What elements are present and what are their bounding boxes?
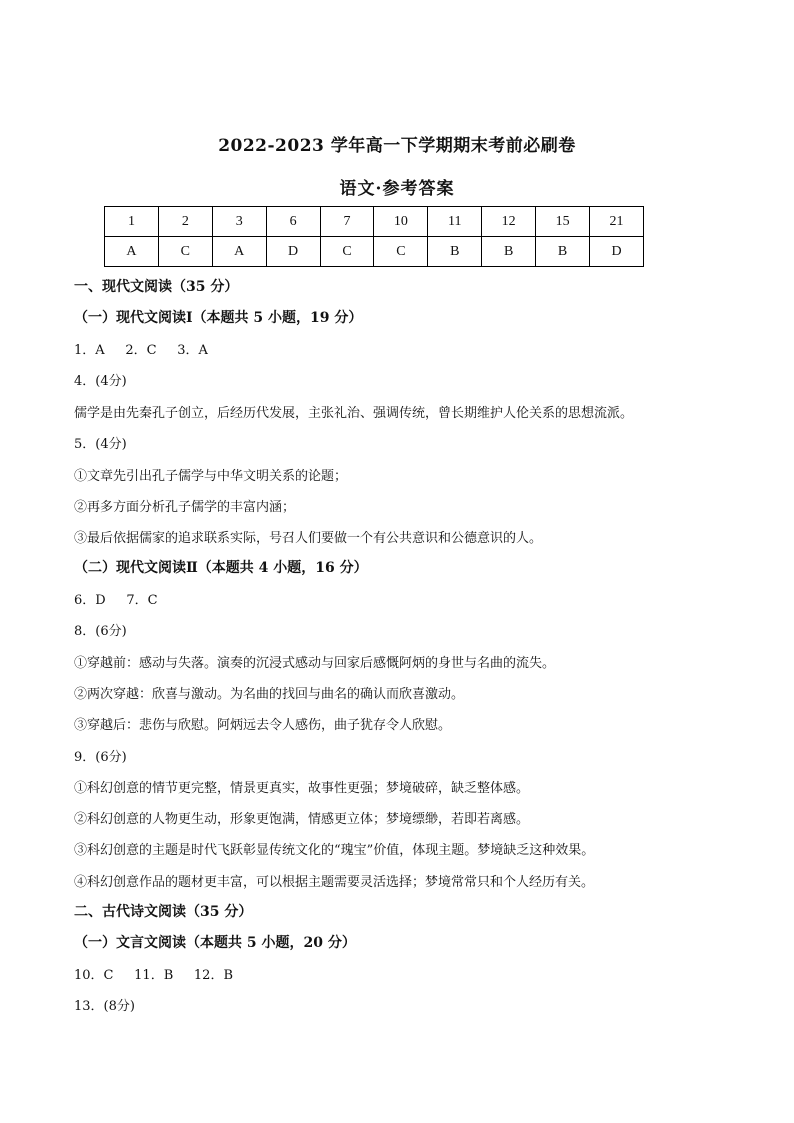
answer-point: ②再多方面分析孔子儒学的丰富内涵； bbox=[74, 500, 296, 515]
question-number-cell: 2 bbox=[158, 207, 212, 237]
question-number-cell: 6 bbox=[266, 207, 320, 237]
answer-cell: D bbox=[590, 237, 644, 267]
answer-cell: B bbox=[536, 237, 590, 267]
question-label: 4．(4分) bbox=[74, 374, 127, 389]
question-number-cell: 21 bbox=[590, 207, 644, 237]
question-label: 13．(8分) bbox=[74, 999, 135, 1014]
section-heading: 一、现代文阅读（35 分） bbox=[74, 279, 239, 295]
answer-row bbox=[105, 237, 644, 267]
section-heading: 二、古代诗文阅读（35 分） bbox=[74, 904, 253, 920]
question-label: 5．(4分) bbox=[74, 437, 127, 452]
answer-cell: C bbox=[320, 237, 374, 267]
answer-table bbox=[104, 206, 644, 267]
answer-line: 1．A 2．C 3．A bbox=[74, 343, 208, 358]
answer-point: ③科幻创意的主题是时代飞跃彰显传统文化的“瑰宝”价值，体现主题。梦境缺乏这种效果。 bbox=[74, 843, 595, 858]
document-subtitle: 语文·参考答案 bbox=[339, 179, 455, 199]
answer-point: ④科幻创意作品的题材更丰富，可以根据主题需要灵活选择；梦境常常只和个人经历有关。 bbox=[74, 875, 595, 890]
answer-text: 儒学是由先秦孔子创立，后经历代发展，主张礼治、强调传统，曾长期维护人伦关系的思想流派。 bbox=[74, 406, 634, 421]
answer-cell: B bbox=[428, 237, 482, 267]
answer-cell: A bbox=[105, 237, 159, 267]
answer-point: ③最后依据儒家的追求联系实际，号召人们要做一个有公共意识和公德意识的人。 bbox=[74, 531, 543, 546]
answer-point: ②科幻创意的人物更生动，形象更饱满，情感更立体；梦境缥缈，若即若离感。 bbox=[74, 812, 530, 827]
answer-cell: A bbox=[212, 237, 266, 267]
subsection-heading: （一）文言文阅读（本题共 5 小题，20 分） bbox=[74, 935, 356, 951]
answer-line: 10．C 11．B 12．B bbox=[74, 968, 234, 983]
question-number-cell: 12 bbox=[482, 207, 536, 237]
subsection-heading: （二）现代文阅读Ⅱ（本题共 4 小题，16 分） bbox=[74, 560, 368, 576]
question-label: 9．(6分) bbox=[74, 750, 127, 765]
answer-point: ③穿越后：悲伤与欣慰。阿炳远去令人感伤，曲子犹存令人欣慰。 bbox=[74, 718, 452, 733]
question-number-cell: 15 bbox=[536, 207, 590, 237]
question-number-cell: 3 bbox=[212, 207, 266, 237]
question-number-cell: 11 bbox=[428, 207, 482, 237]
answer-cell: C bbox=[158, 237, 212, 267]
question-label: 8．(6分) bbox=[74, 624, 127, 639]
question-number-row bbox=[105, 207, 644, 237]
subsection-heading: （一）现代文阅读Ⅰ（本题共 5 小题，19 分） bbox=[74, 310, 363, 326]
answer-cell: B bbox=[482, 237, 536, 267]
answer-point: ①科幻创意的情节更完整，情景更真实，故事性更强；梦境破碎，缺乏整体感。 bbox=[74, 781, 530, 796]
question-number-cell: 10 bbox=[374, 207, 428, 237]
answer-point: ①文章先引出孔子儒学与中华文明关系的论题； bbox=[74, 469, 348, 484]
answer-point: ①穿越前：感动与失落。演奏的沉浸式感动与回家后感慨阿炳的身世与名曲的流失。 bbox=[74, 656, 556, 671]
answer-cell: D bbox=[266, 237, 320, 267]
answer-cell: C bbox=[374, 237, 428, 267]
question-number-cell: 7 bbox=[320, 207, 374, 237]
answer-point: ②两次穿越：欣喜与激动。为名曲的找回与曲名的确认而欣喜激动。 bbox=[74, 687, 465, 702]
question-number-cell: 1 bbox=[105, 207, 159, 237]
document-title: 2022-2023 学年高一下学期期末考前必刷卷 bbox=[218, 136, 576, 156]
answer-line: 6．D 7．C bbox=[74, 593, 158, 608]
